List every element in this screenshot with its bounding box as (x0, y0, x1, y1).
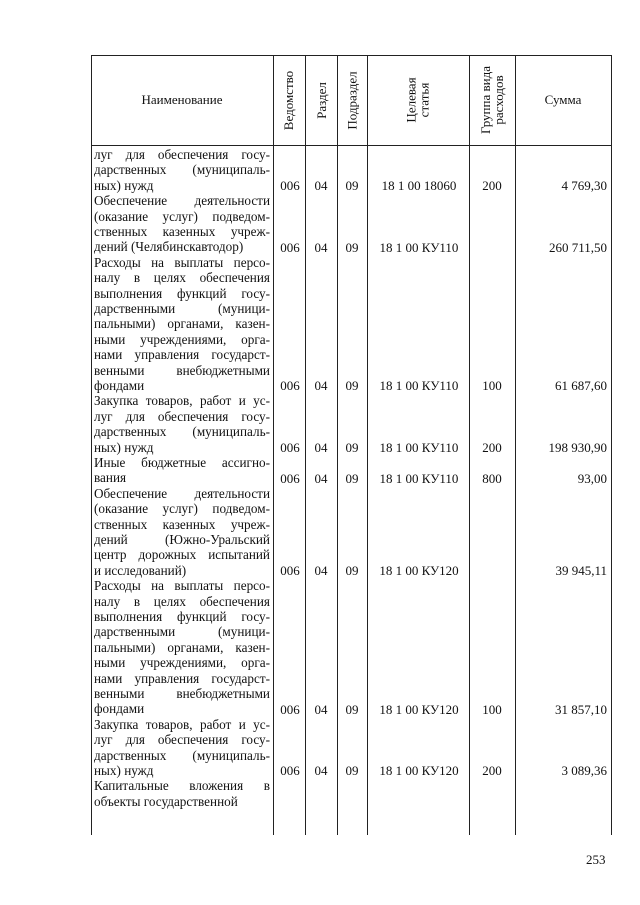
header-podrazdel (337, 55, 367, 145)
table-row (91, 778, 612, 809)
row-name-line: нами управления государст- (94, 347, 270, 363)
row-name-line: дарственных (муниципаль- (94, 162, 270, 178)
table-row (91, 255, 612, 394)
row-name-line: ными учреждениями, орга- (94, 331, 270, 347)
header-gruppa-label (479, 66, 505, 134)
cell-podrazdel: 09 (345, 178, 359, 194)
cell-celevaya: 18 1 00 КУ110 (379, 470, 459, 486)
header-gruppa-line1: Группа вида (478, 66, 494, 134)
cell-summa: 3 089,36 (561, 763, 607, 779)
header-name-label: Наименование (141, 92, 223, 107)
cell-summa: 4 769,30 (561, 178, 607, 194)
row-name (94, 455, 270, 486)
cell-gruppa: 800 (482, 470, 502, 486)
row-name-line: объекты государственной (94, 793, 238, 809)
header-summa (515, 55, 611, 145)
header-gruppa-line2: расходов (491, 75, 507, 125)
header-ved-label: Ведомство (281, 70, 297, 130)
row-name-line: дений (Челябинскавтодор) (94, 239, 244, 255)
cell-podrazdel: 09 (345, 763, 359, 779)
table-row (91, 193, 612, 255)
row-name (94, 255, 270, 394)
row-name (94, 147, 270, 193)
cell-ved: 006 (280, 378, 300, 394)
row-name-line: выполнения функций госу- (94, 609, 270, 624)
cell-summa: 198 930,90 (548, 439, 607, 455)
row-name-line: пальными) органами, казен- (94, 639, 270, 655)
row-name-line: вания (94, 470, 127, 486)
row-name-line: ными учреждениями, орга- (94, 655, 270, 671)
row-name-line: дарственными (муници- (94, 624, 270, 640)
row-name-line: налу в целях обеспечения (94, 270, 270, 286)
row-name-line: луг для обеспечения госу- (94, 147, 270, 162)
row-name-line: выполнения функций госу- (94, 285, 270, 301)
row-name-line: дений (Южно-Уральский (94, 532, 270, 548)
cell-summa: 260 711,50 (548, 239, 607, 255)
row-name-line: ных) нужд (94, 177, 154, 193)
cell-summa: 39 945,11 (555, 563, 607, 579)
cell-razdel: 04 (314, 178, 328, 194)
cell-gruppa: 200 (482, 439, 502, 455)
budget-table (91, 55, 612, 835)
row-name-line: дарственных (муниципаль- (94, 424, 270, 440)
row-name-line: Обеспечение деятельности (94, 485, 270, 501)
row-name-line: (оказание услуг) подведом- (94, 501, 270, 517)
cell-podrazdel: 09 (345, 439, 359, 455)
row-name-line: дарственными (муници- (94, 301, 270, 317)
row-name (94, 778, 270, 809)
cell-podrazdel: 09 (345, 470, 359, 486)
cell-podrazdel: 09 (345, 563, 359, 579)
table-row (91, 455, 612, 486)
row-name-line: венными внебюджетными (94, 686, 270, 702)
row-name-line: Иные бюджетные ассигно- (94, 455, 270, 470)
row-name-line: центр дорожных испытаний (94, 547, 270, 563)
row-name-line: ных) нужд (94, 763, 154, 779)
row-name (94, 486, 270, 578)
header-razdel-label: Раздел (313, 81, 329, 119)
table-row (91, 486, 612, 578)
header-podrazdel-label: Подраздел (344, 70, 360, 130)
page-number: 253 (586, 852, 606, 867)
cell-razdel: 04 (314, 470, 328, 486)
cell-ved: 006 (280, 470, 300, 486)
table-row (91, 717, 612, 779)
cell-summa: 93,00 (577, 470, 607, 486)
row-name-line: венными внебюджетными (94, 362, 270, 378)
row-name-line: дарственных (муниципаль- (94, 747, 270, 763)
cell-ved: 006 (280, 763, 300, 779)
table-row (91, 147, 612, 193)
cell-gruppa: 200 (482, 178, 502, 194)
cell-ved: 006 (280, 178, 300, 194)
row-name (94, 193, 270, 255)
cell-podrazdel: 09 (345, 239, 359, 255)
row-name-line: Капитальные вложения в (94, 778, 270, 794)
row-name-line: ственных казенных учреж- (94, 516, 270, 532)
row-name-line: Закупка товаров, работ и ус- (94, 393, 270, 409)
row-name (94, 393, 270, 455)
cell-ved: 006 (280, 563, 300, 579)
header-name (91, 55, 273, 145)
row-name-line: и исследований) (94, 562, 187, 578)
row-name-line: Расходы на выплаты персо- (94, 254, 270, 270)
cell-razdel: 04 (314, 563, 328, 579)
header-gruppa (469, 55, 515, 145)
row-name-line: Обеспечение деятельности (94, 193, 270, 209)
cell-razdel: 04 (314, 378, 328, 394)
cell-celevaya: 18 1 00 КУ110 (379, 239, 459, 255)
cell-celevaya: 18 1 00 КУ120 (379, 763, 459, 779)
header-ved (273, 55, 305, 145)
cell-razdel: 04 (314, 763, 328, 779)
cell-razdel: 04 (314, 439, 328, 455)
header-celevaya-line1: Целевая (403, 77, 419, 123)
cell-podrazdel: 09 (345, 701, 359, 717)
header-celevaya-label (405, 77, 431, 122)
cell-celevaya: 18 1 00 КУ110 (379, 439, 459, 455)
row-name-line: налу в целях обеспечения (94, 593, 270, 609)
cell-celevaya: 18 1 00 18060 (381, 178, 457, 194)
header-celevaya-line2: статья (416, 82, 432, 118)
row-name-line: (оказание услуг) подведом- (94, 208, 270, 224)
row-name-line: луг для обеспечения госу- (94, 408, 270, 424)
header-celevaya (367, 55, 469, 145)
row-name-line: нами управления государст- (94, 670, 270, 686)
row-name-line: пальными) органами, казен- (94, 316, 270, 332)
row-name-line: луг для обеспечения госу- (94, 732, 270, 748)
cell-celevaya: 18 1 00 КУ120 (379, 701, 459, 717)
table-row (91, 393, 612, 455)
row-name (94, 578, 270, 717)
row-name-line: фондами (94, 701, 145, 717)
cell-ved: 006 (280, 439, 300, 455)
row-name-line: Расходы на выплаты персо- (94, 578, 270, 594)
cell-celevaya: 18 1 00 КУ120 (379, 563, 459, 579)
cell-summa: 61 687,60 (555, 378, 607, 394)
cell-celevaya: 18 1 00 КУ110 (379, 378, 459, 394)
cell-ved: 006 (280, 701, 300, 717)
row-name-line: ственных казенных учреж- (94, 224, 270, 239)
cell-razdel: 04 (314, 701, 328, 717)
table-row (91, 578, 612, 717)
cell-gruppa: 100 (482, 701, 502, 717)
row-name-line: Закупка товаров, работ и ус- (94, 716, 270, 732)
row-name (94, 717, 270, 779)
cell-ved: 006 (280, 239, 300, 255)
header-razdel (305, 55, 337, 145)
cell-gruppa: 200 (482, 763, 502, 779)
header-bottom-border (91, 145, 612, 146)
cell-summa: 31 857,10 (555, 701, 607, 717)
cell-razdel: 04 (314, 239, 328, 255)
header-summa-label: Сумма (544, 92, 582, 107)
row-name-line: фондами (94, 378, 145, 394)
cell-podrazdel: 09 (345, 378, 359, 394)
cell-gruppa: 100 (482, 378, 502, 394)
row-name-line: ных) нужд (94, 439, 154, 455)
